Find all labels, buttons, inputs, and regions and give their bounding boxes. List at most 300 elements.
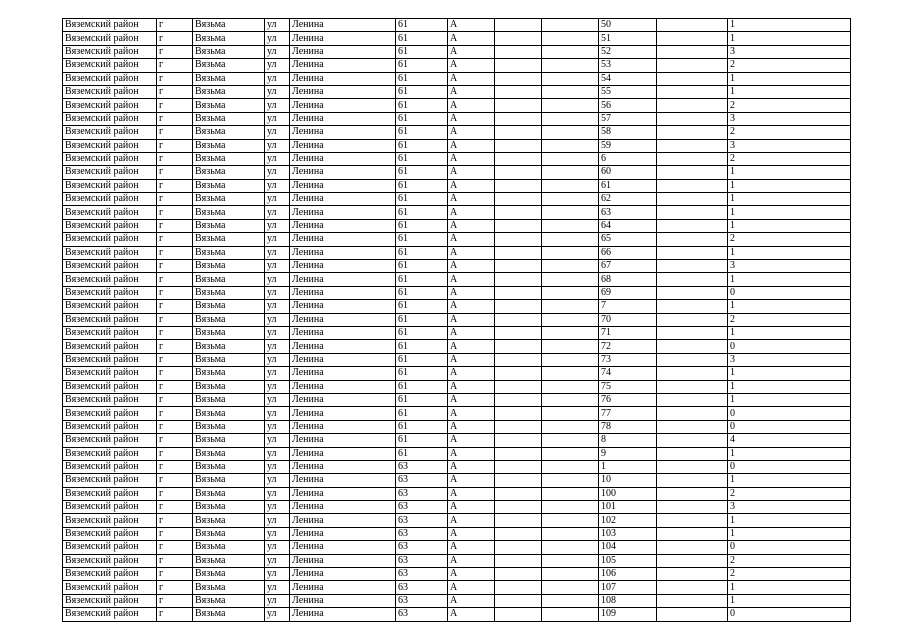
extra-cell [542, 367, 599, 380]
room-cell [657, 126, 728, 139]
room-cell [657, 152, 728, 165]
street-cell: Ленина [290, 313, 396, 326]
district-cell: Вяземский район [63, 166, 157, 179]
structure-cell [495, 286, 542, 299]
extra-cell [542, 313, 599, 326]
district-cell: Вяземский район [63, 608, 157, 621]
structure-cell [495, 72, 542, 85]
settlement-type-cell: г [157, 193, 193, 206]
apartment-cell: 72 [599, 340, 657, 353]
house-cell: 61 [396, 326, 448, 339]
settlement-cell: Вязьма [193, 501, 265, 514]
building-cell: А [448, 380, 495, 393]
room-cell [657, 139, 728, 152]
table-row [63, 286, 851, 299]
room-cell [657, 19, 728, 32]
table-row [63, 260, 851, 273]
building-cell: А [448, 326, 495, 339]
extra-cell [542, 179, 599, 192]
settlement-type-cell: г [157, 112, 193, 125]
structure-cell [495, 541, 542, 554]
street-cell: Ленина [290, 32, 396, 45]
table-row [63, 313, 851, 326]
street-type-cell: ул [265, 286, 290, 299]
room-cell [657, 246, 728, 259]
count-cell: 1 [728, 380, 851, 393]
building-cell: А [448, 72, 495, 85]
street-type-cell: ул [265, 19, 290, 32]
count-cell: 1 [728, 193, 851, 206]
structure-cell [495, 326, 542, 339]
room-cell [657, 273, 728, 286]
table-row [63, 514, 851, 527]
building-cell: А [448, 45, 495, 58]
room-cell [657, 460, 728, 473]
street-cell: Ленина [290, 85, 396, 98]
table-row [63, 501, 851, 514]
house-cell: 61 [396, 32, 448, 45]
room-cell [657, 594, 728, 607]
district-cell: Вяземский район [63, 260, 157, 273]
house-cell: 63 [396, 474, 448, 487]
street-type-cell: ул [265, 581, 290, 594]
settlement-type-cell: г [157, 152, 193, 165]
street-cell: Ленина [290, 286, 396, 299]
district-cell: Вяземский район [63, 581, 157, 594]
street-cell: Ленина [290, 487, 396, 500]
apartment-cell: 60 [599, 166, 657, 179]
district-cell: Вяземский район [63, 112, 157, 125]
room-cell [657, 608, 728, 621]
room-cell [657, 32, 728, 45]
settlement-cell: Вязьма [193, 474, 265, 487]
structure-cell [495, 380, 542, 393]
count-cell: 3 [728, 501, 851, 514]
structure-cell [495, 273, 542, 286]
district-cell: Вяземский район [63, 99, 157, 112]
district-cell: Вяземский район [63, 568, 157, 581]
settlement-type-cell: г [157, 246, 193, 259]
building-cell: А [448, 367, 495, 380]
settlement-type-cell: г [157, 447, 193, 460]
structure-cell [495, 152, 542, 165]
building-cell: А [448, 501, 495, 514]
structure-cell [495, 313, 542, 326]
table-row [63, 554, 851, 567]
settlement-type-cell: г [157, 233, 193, 246]
table-row [63, 139, 851, 152]
apartment-cell: 63 [599, 206, 657, 219]
room-cell [657, 367, 728, 380]
house-cell: 61 [396, 152, 448, 165]
structure-cell [495, 139, 542, 152]
structure-cell [495, 193, 542, 206]
settlement-type-cell: г [157, 326, 193, 339]
house-cell: 61 [396, 206, 448, 219]
building-cell: А [448, 206, 495, 219]
building-cell: А [448, 568, 495, 581]
settlement-cell: Вязьма [193, 219, 265, 232]
settlement-type-cell: г [157, 85, 193, 98]
street-cell: Ленина [290, 367, 396, 380]
apartment-cell: 74 [599, 367, 657, 380]
street-type-cell: ул [265, 340, 290, 353]
apartment-cell: 76 [599, 393, 657, 406]
extra-cell [542, 85, 599, 98]
settlement-cell: Вязьма [193, 514, 265, 527]
count-cell: 1 [728, 474, 851, 487]
room-cell [657, 501, 728, 514]
structure-cell [495, 393, 542, 406]
street-type-cell: ул [265, 541, 290, 554]
settlement-type-cell: г [157, 608, 193, 621]
apartment-cell: 53 [599, 59, 657, 72]
street-cell: Ленина [290, 206, 396, 219]
apartment-cell: 58 [599, 126, 657, 139]
district-cell: Вяземский район [63, 152, 157, 165]
building-cell: А [448, 152, 495, 165]
settlement-type-cell: г [157, 206, 193, 219]
house-cell: 61 [396, 340, 448, 353]
apartment-cell: 57 [599, 112, 657, 125]
count-cell: 1 [728, 32, 851, 45]
street-cell: Ленина [290, 326, 396, 339]
table-row [63, 447, 851, 460]
table-row [63, 340, 851, 353]
street-cell: Ленина [290, 541, 396, 554]
building-cell: А [448, 59, 495, 72]
room-cell [657, 206, 728, 219]
house-cell: 61 [396, 273, 448, 286]
count-cell: 2 [728, 313, 851, 326]
house-cell: 61 [396, 447, 448, 460]
street-type-cell: ул [265, 126, 290, 139]
structure-cell [495, 594, 542, 607]
extra-cell [542, 59, 599, 72]
settlement-cell: Вязьма [193, 460, 265, 473]
room-cell [657, 193, 728, 206]
house-cell: 61 [396, 85, 448, 98]
building-cell: А [448, 233, 495, 246]
structure-cell [495, 554, 542, 567]
count-cell: 1 [728, 85, 851, 98]
structure-cell [495, 460, 542, 473]
structure-cell [495, 447, 542, 460]
settlement-cell: Вязьма [193, 206, 265, 219]
building-cell: А [448, 353, 495, 366]
count-cell: 0 [728, 340, 851, 353]
count-cell: 2 [728, 487, 851, 500]
settlement-type-cell: г [157, 139, 193, 152]
count-cell: 2 [728, 568, 851, 581]
settlement-type-cell: г [157, 353, 193, 366]
settlement-cell: Вязьма [193, 99, 265, 112]
structure-cell [495, 166, 542, 179]
structure-cell [495, 85, 542, 98]
settlement-type-cell: г [157, 474, 193, 487]
building-cell: А [448, 340, 495, 353]
count-cell: 2 [728, 554, 851, 567]
room-cell [657, 112, 728, 125]
settlement-cell: Вязьма [193, 541, 265, 554]
building-cell: А [448, 246, 495, 259]
extra-cell [542, 193, 599, 206]
house-cell: 61 [396, 99, 448, 112]
extra-cell [542, 326, 599, 339]
table-row [63, 434, 851, 447]
house-cell: 61 [396, 260, 448, 273]
street-cell: Ленина [290, 460, 396, 473]
street-type-cell: ул [265, 487, 290, 500]
table-row [63, 59, 851, 72]
count-cell: 0 [728, 420, 851, 433]
district-cell: Вяземский район [63, 273, 157, 286]
table-row [63, 326, 851, 339]
street-type-cell: ул [265, 407, 290, 420]
table-row [63, 367, 851, 380]
room-cell [657, 393, 728, 406]
settlement-cell: Вязьма [193, 340, 265, 353]
table-row [63, 393, 851, 406]
house-cell: 61 [396, 393, 448, 406]
district-cell: Вяземский район [63, 126, 157, 139]
district-cell: Вяземский район [63, 340, 157, 353]
count-cell: 1 [728, 514, 851, 527]
settlement-type-cell: г [157, 99, 193, 112]
building-cell: А [448, 487, 495, 500]
extra-cell [542, 206, 599, 219]
street-type-cell: ул [265, 474, 290, 487]
street-cell: Ленина [290, 447, 396, 460]
district-cell: Вяземский район [63, 19, 157, 32]
structure-cell [495, 367, 542, 380]
structure-cell [495, 527, 542, 540]
house-cell: 63 [396, 594, 448, 607]
extra-cell [542, 407, 599, 420]
settlement-type-cell: г [157, 19, 193, 32]
street-cell: Ленина [290, 407, 396, 420]
structure-cell [495, 474, 542, 487]
extra-cell [542, 260, 599, 273]
street-cell: Ленина [290, 126, 396, 139]
settlement-type-cell: г [157, 300, 193, 313]
house-cell: 61 [396, 407, 448, 420]
street-type-cell: ул [265, 300, 290, 313]
table-row [63, 32, 851, 45]
extra-cell [542, 112, 599, 125]
settlement-cell: Вязьма [193, 126, 265, 139]
district-cell: Вяземский район [63, 233, 157, 246]
settlement-cell: Вязьма [193, 19, 265, 32]
district-cell: Вяземский район [63, 59, 157, 72]
count-cell: 3 [728, 112, 851, 125]
street-type-cell: ул [265, 166, 290, 179]
count-cell: 3 [728, 45, 851, 58]
settlement-cell: Вязьма [193, 179, 265, 192]
extra-cell [542, 99, 599, 112]
street-cell: Ленина [290, 166, 396, 179]
apartment-cell: 65 [599, 233, 657, 246]
structure-cell [495, 206, 542, 219]
count-cell: 1 [728, 447, 851, 460]
street-cell: Ленина [290, 568, 396, 581]
apartment-cell: 1 [599, 460, 657, 473]
district-cell: Вяземский район [63, 460, 157, 473]
building-cell: А [448, 434, 495, 447]
street-cell: Ленина [290, 179, 396, 192]
street-cell: Ленина [290, 608, 396, 621]
street-type-cell: ул [265, 246, 290, 259]
apartment-cell: 66 [599, 246, 657, 259]
apartment-cell: 61 [599, 179, 657, 192]
settlement-type-cell: г [157, 72, 193, 85]
settlement-cell: Вязьма [193, 527, 265, 540]
table-row [63, 541, 851, 554]
street-cell: Ленина [290, 72, 396, 85]
apartment-cell: 6 [599, 152, 657, 165]
apartment-cell: 50 [599, 19, 657, 32]
extra-cell [542, 487, 599, 500]
street-type-cell: ул [265, 112, 290, 125]
house-cell: 61 [396, 219, 448, 232]
settlement-type-cell: г [157, 380, 193, 393]
settlement-cell: Вязьма [193, 193, 265, 206]
table-row [63, 45, 851, 58]
street-cell: Ленина [290, 581, 396, 594]
apartment-cell: 67 [599, 260, 657, 273]
settlement-cell: Вязьма [193, 554, 265, 567]
settlement-cell: Вязьма [193, 326, 265, 339]
settlement-cell: Вязьма [193, 487, 265, 500]
house-cell: 63 [396, 527, 448, 540]
house-cell: 61 [396, 166, 448, 179]
apartment-cell: 55 [599, 85, 657, 98]
count-cell: 1 [728, 594, 851, 607]
extra-cell [542, 380, 599, 393]
district-cell: Вяземский район [63, 85, 157, 98]
structure-cell [495, 45, 542, 58]
street-type-cell: ул [265, 420, 290, 433]
street-type-cell: ул [265, 594, 290, 607]
table-row [63, 179, 851, 192]
structure-cell [495, 179, 542, 192]
street-type-cell: ул [265, 460, 290, 473]
street-type-cell: ул [265, 59, 290, 72]
structure-cell [495, 300, 542, 313]
house-cell: 61 [396, 313, 448, 326]
settlement-cell: Вязьма [193, 286, 265, 299]
table-row [63, 193, 851, 206]
building-cell: А [448, 460, 495, 473]
count-cell: 0 [728, 286, 851, 299]
building-cell: А [448, 286, 495, 299]
extra-cell [542, 474, 599, 487]
count-cell: 3 [728, 139, 851, 152]
extra-cell [542, 594, 599, 607]
street-type-cell: ул [265, 85, 290, 98]
settlement-cell: Вязьма [193, 166, 265, 179]
extra-cell [542, 514, 599, 527]
table-row [63, 353, 851, 366]
settlement-cell: Вязьма [193, 59, 265, 72]
district-cell: Вяземский район [63, 514, 157, 527]
room-cell [657, 420, 728, 433]
room-cell [657, 527, 728, 540]
street-cell: Ленина [290, 219, 396, 232]
extra-cell [542, 527, 599, 540]
settlement-type-cell: г [157, 219, 193, 232]
street-type-cell: ул [265, 233, 290, 246]
settlement-type-cell: г [157, 407, 193, 420]
apartment-cell: 56 [599, 99, 657, 112]
street-type-cell: ул [265, 568, 290, 581]
street-type-cell: ул [265, 99, 290, 112]
structure-cell [495, 434, 542, 447]
building-cell: А [448, 554, 495, 567]
house-cell: 61 [396, 112, 448, 125]
settlement-type-cell: г [157, 527, 193, 540]
room-cell [657, 85, 728, 98]
settlement-type-cell: г [157, 420, 193, 433]
building-cell: А [448, 541, 495, 554]
building-cell: А [448, 420, 495, 433]
extra-cell [542, 541, 599, 554]
structure-cell [495, 99, 542, 112]
house-cell: 61 [396, 420, 448, 433]
building-cell: А [448, 447, 495, 460]
house-cell: 61 [396, 139, 448, 152]
table-row [63, 608, 851, 621]
house-cell: 61 [396, 246, 448, 259]
apartment-cell: 102 [599, 514, 657, 527]
room-cell [657, 72, 728, 85]
house-cell: 63 [396, 568, 448, 581]
count-cell: 1 [728, 206, 851, 219]
settlement-cell: Вязьма [193, 393, 265, 406]
apartment-cell: 9 [599, 447, 657, 460]
count-cell: 0 [728, 608, 851, 621]
apartment-cell: 106 [599, 568, 657, 581]
settlement-cell: Вязьма [193, 420, 265, 433]
house-cell: 61 [396, 300, 448, 313]
settlement-cell: Вязьма [193, 72, 265, 85]
table-row [63, 527, 851, 540]
structure-cell [495, 126, 542, 139]
structure-cell [495, 246, 542, 259]
district-cell: Вяземский район [63, 286, 157, 299]
settlement-type-cell: г [157, 179, 193, 192]
house-cell: 61 [396, 179, 448, 192]
table-row [63, 85, 851, 98]
street-type-cell: ул [265, 447, 290, 460]
district-cell: Вяземский район [63, 487, 157, 500]
street-cell: Ленина [290, 514, 396, 527]
building-cell: А [448, 85, 495, 98]
street-cell: Ленина [290, 193, 396, 206]
table-row [63, 72, 851, 85]
house-cell: 61 [396, 286, 448, 299]
room-cell [657, 59, 728, 72]
house-cell: 63 [396, 608, 448, 621]
structure-cell [495, 608, 542, 621]
structure-cell [495, 19, 542, 32]
street-cell: Ленина [290, 152, 396, 165]
settlement-type-cell: г [157, 460, 193, 473]
extra-cell [542, 300, 599, 313]
district-cell: Вяземский район [63, 407, 157, 420]
street-cell: Ленина [290, 594, 396, 607]
house-cell: 61 [396, 126, 448, 139]
